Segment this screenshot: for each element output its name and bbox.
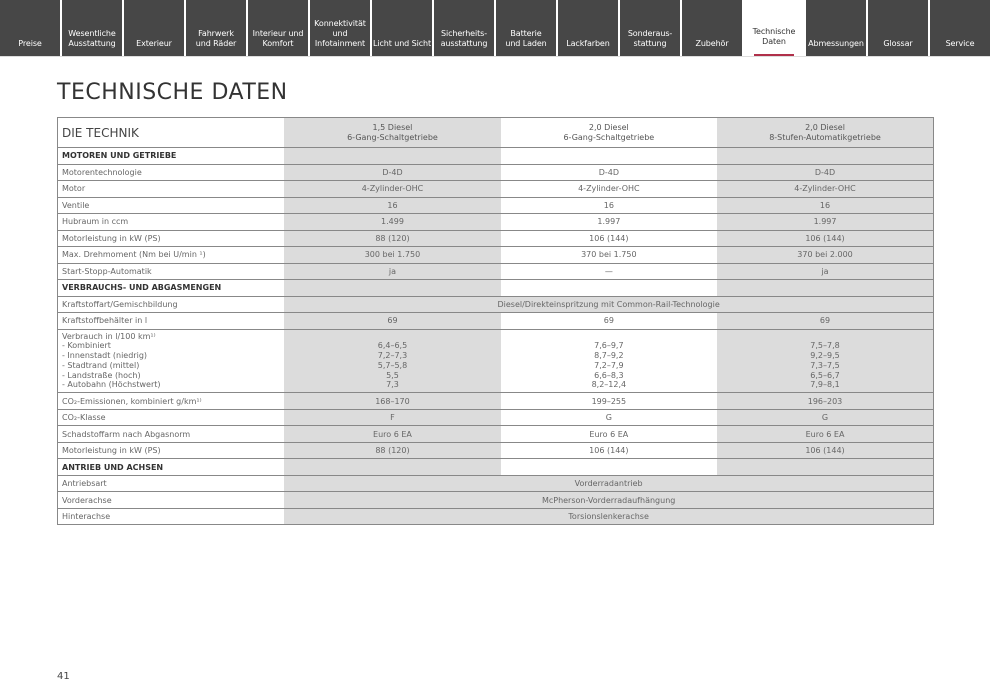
spanned-value: McPherson-Vorderradaufhängung xyxy=(284,492,933,509)
spanned-value: Vorderradantrieb xyxy=(284,475,933,492)
page-number: 41 xyxy=(57,671,70,682)
value-cell: 88 (120) xyxy=(284,442,500,459)
table-row xyxy=(58,475,934,492)
empty-cell xyxy=(284,148,500,165)
table-row xyxy=(58,296,934,313)
table-row xyxy=(58,214,934,231)
nav-tab-sonderaus-[interactable]: Sonderaus- stattung xyxy=(620,0,680,56)
nav-tab-glossar[interactable]: Glossar xyxy=(868,0,928,56)
row-label: Motorentechnologie xyxy=(58,164,285,181)
table-row xyxy=(58,164,934,181)
empty-cell xyxy=(717,148,933,165)
row-label: Schadstoffarm nach Abgasnorm xyxy=(58,426,285,443)
column-header: 1,5 Diesel 6-Gang-Schaltgetriebe xyxy=(284,118,500,148)
value-cell: 168–170 xyxy=(284,393,500,410)
value-cell: 4-Zylinder-OHC xyxy=(501,181,717,198)
value-cell: 196–203 xyxy=(717,393,933,410)
value-cell: ja xyxy=(284,263,500,280)
section-row xyxy=(58,459,934,476)
value-cell: 4-Zylinder-OHC xyxy=(717,181,933,198)
nav-tab-sicherheits-[interactable]: Sicherheits- ausstattung xyxy=(434,0,494,56)
value-cell: 370 bei 1.750 xyxy=(501,247,717,264)
nav-tab-interieur-und[interactable]: Interieur und Komfort xyxy=(248,0,308,56)
table-title: DIE TECHNIK xyxy=(58,118,285,148)
table-row xyxy=(58,508,934,525)
value-cell: 7,5–7,8 9,2–9,5 7,3–7,5 6,5–6,7 7,9–8,1 xyxy=(717,329,933,393)
value-cell: 300 bei 1.750 xyxy=(284,247,500,264)
row-label: Motor xyxy=(58,181,285,198)
row-label: CO₂-Emissionen, kombiniert g/km¹⁾ xyxy=(58,393,285,410)
empty-cell xyxy=(717,280,933,297)
table-row xyxy=(58,247,934,264)
table-row xyxy=(58,263,934,280)
value-cell: 1.997 xyxy=(501,214,717,231)
table-header-row xyxy=(58,118,934,148)
value-cell: — xyxy=(501,263,717,280)
nav-tab-lackfarben[interactable]: Lackfarben xyxy=(558,0,618,56)
nav-tab-licht-und-sicht[interactable]: Licht und Sicht xyxy=(372,0,432,56)
nav-tab-batterie[interactable]: Batterie und Laden xyxy=(496,0,556,56)
table-row xyxy=(58,393,934,410)
table-row xyxy=(58,442,934,459)
empty-cell xyxy=(501,459,717,476)
row-label: Kraftstoffbehälter in l xyxy=(58,313,285,330)
empty-cell xyxy=(284,459,500,476)
spanned-value: Diesel/Direkteinspritzung mit Common-Rail-Technologie xyxy=(284,296,933,313)
page-title: TECHNISCHE DATEN xyxy=(57,80,288,105)
value-cell: 16 xyxy=(284,197,500,214)
value-cell: G xyxy=(717,409,933,426)
nav-tab-service[interactable]: Service xyxy=(930,0,990,56)
value-cell: D-4D xyxy=(717,164,933,181)
empty-cell xyxy=(501,148,717,165)
value-cell: 106 (144) xyxy=(717,230,933,247)
value-cell: 106 (144) xyxy=(501,230,717,247)
table-row xyxy=(58,313,934,330)
table-row xyxy=(58,230,934,247)
value-cell: 370 bei 2.000 xyxy=(717,247,933,264)
nav-tab-abmessungen[interactable]: Abmessungen xyxy=(806,0,866,56)
column-header: 2,0 Diesel 6-Gang-Schaltgetriebe xyxy=(501,118,717,148)
value-cell: D-4D xyxy=(284,164,500,181)
value-cell: 1.499 xyxy=(284,214,500,231)
nav-tab-wesentliche[interactable]: Wesentliche Ausstattung xyxy=(62,0,122,56)
row-label: Max. Drehmoment (Nm bei U/min ¹) xyxy=(58,247,285,264)
value-cell: 69 xyxy=(717,313,933,330)
empty-cell xyxy=(717,459,933,476)
column-header: 2,0 Diesel 8-Stufen-Automatikgetriebe xyxy=(717,118,933,148)
row-label: Vorderachse xyxy=(58,492,285,509)
table-row xyxy=(58,492,934,509)
row-label: Motorleistung in kW (PS) xyxy=(58,442,285,459)
value-cell: G xyxy=(501,409,717,426)
value-cell: 4-Zylinder-OHC xyxy=(284,181,500,198)
section-row xyxy=(58,148,934,165)
table-row xyxy=(58,181,934,198)
row-label: Start-Stopp-Automatik xyxy=(58,263,285,280)
nav-tab-technische[interactable]: Technische Daten xyxy=(744,0,804,56)
table-row xyxy=(58,329,934,393)
value-cell: 106 (144) xyxy=(501,442,717,459)
value-cell: ja xyxy=(717,263,933,280)
section-heading: ANTRIEB UND ACHSEN xyxy=(58,459,285,476)
row-label: Hinterachse xyxy=(58,508,285,525)
value-cell: F xyxy=(284,409,500,426)
row-label: Kraftstoffart/Gemischbildung xyxy=(58,296,285,313)
value-cell: 6,4–6,5 7,2–7,3 5,7–5,8 5,5 7,3 xyxy=(284,329,500,393)
value-cell: 88 (120) xyxy=(284,230,500,247)
nav-tab-konnektivität[interactable]: Konnektivität und Infotainment xyxy=(310,0,370,56)
value-cell: 199–255 xyxy=(501,393,717,410)
nav-tab-fahrwerk[interactable]: Fahrwerk und Räder xyxy=(186,0,246,56)
value-cell: 69 xyxy=(501,313,717,330)
value-cell: 7,6–9,7 8,7–9,2 7,2–7,9 6,6–8,3 8,2–12,4 xyxy=(501,329,717,393)
nav-tab-preise[interactable]: Preise xyxy=(0,0,60,56)
section-row xyxy=(58,280,934,297)
table-row xyxy=(58,426,934,443)
spanned-value: Torsionslenkerachse xyxy=(284,508,933,525)
value-cell: 16 xyxy=(501,197,717,214)
section-nav xyxy=(0,0,990,57)
row-label: Ventile xyxy=(58,197,285,214)
value-cell: Euro 6 EA xyxy=(501,426,717,443)
value-cell: 16 xyxy=(717,197,933,214)
value-cell: Euro 6 EA xyxy=(284,426,500,443)
table-row xyxy=(58,409,934,426)
value-cell: 1.997 xyxy=(717,214,933,231)
row-label: CO₂-Klasse xyxy=(58,409,285,426)
value-cell: D-4D xyxy=(501,164,717,181)
value-cell: Euro 6 EA xyxy=(717,426,933,443)
row-label: Hubraum in ccm xyxy=(58,214,285,231)
empty-cell xyxy=(501,280,717,297)
table-row xyxy=(58,197,934,214)
row-label: Verbrauch in l/100 km¹⁾ - Kombiniert - Innenstadt (niedrig) - Stadtrand (mittel) - Landstraße (hoch) - Autobahn (Höchstwert) xyxy=(58,329,285,393)
row-label: Antriebsart xyxy=(58,475,285,492)
section-heading: VERBRAUCHS- UND ABGASMENGEN xyxy=(58,280,285,297)
row-label: Motorleistung in kW (PS) xyxy=(58,230,285,247)
value-cell: 69 xyxy=(284,313,500,330)
nav-tab-zubehör[interactable]: Zubehör xyxy=(682,0,742,56)
value-cell: 106 (144) xyxy=(717,442,933,459)
section-heading: MOTOREN UND GETRIEBE xyxy=(58,148,285,165)
empty-cell xyxy=(284,280,500,297)
nav-tab-exterieur[interactable]: Exterieur xyxy=(124,0,184,56)
tech-data-table xyxy=(57,117,934,525)
